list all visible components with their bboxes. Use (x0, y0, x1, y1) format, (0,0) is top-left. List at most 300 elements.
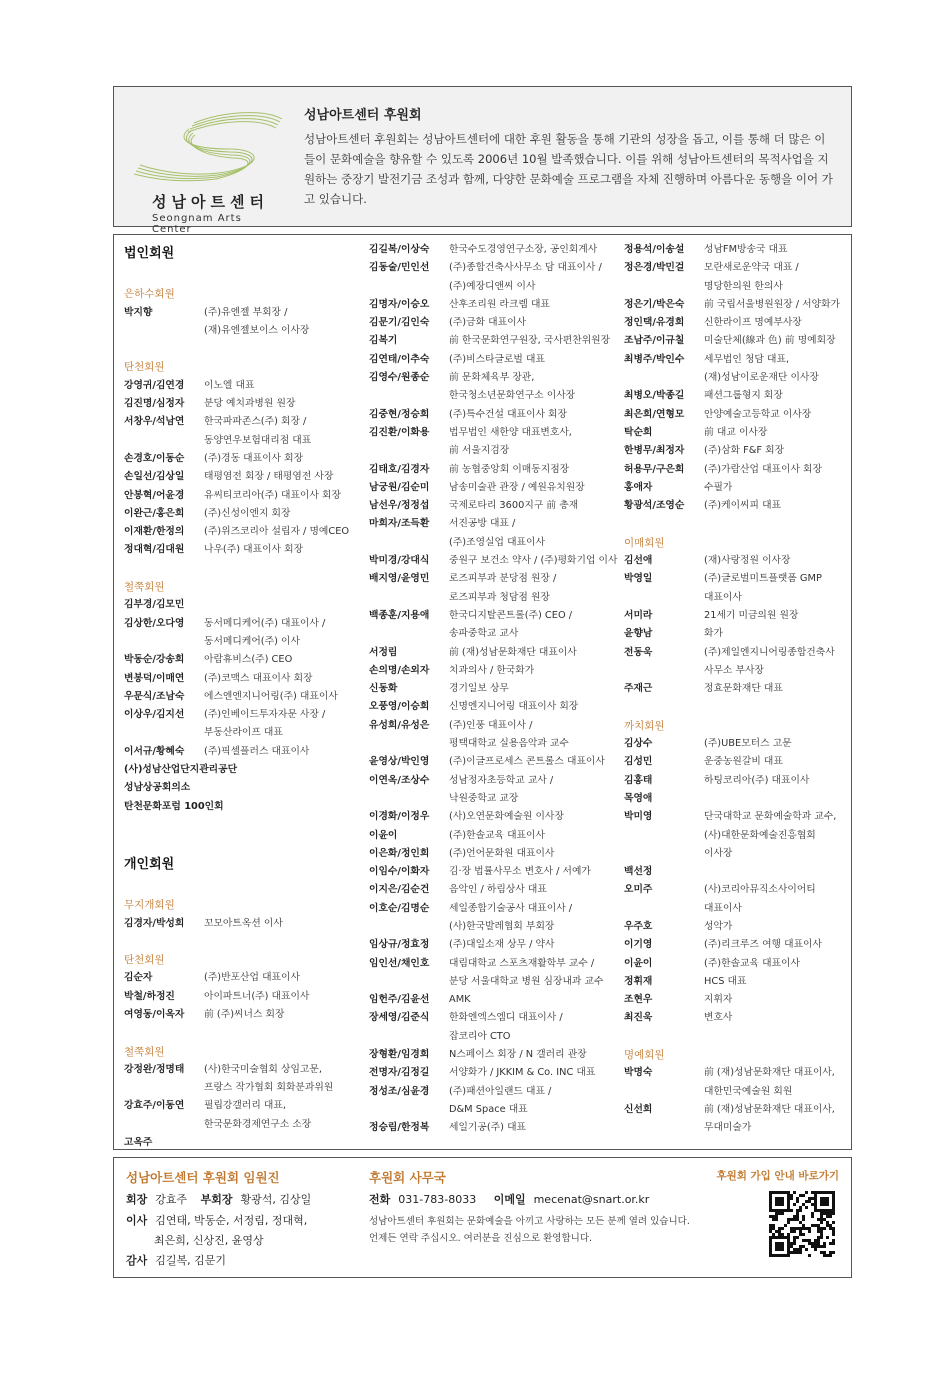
member-title: (주)언어문화원 대표이사 (449, 847, 555, 859)
member-row (124, 633, 369, 651)
member-row (369, 625, 627, 643)
member-name: 손일선/김상일 (124, 471, 185, 483)
member-title: 경기일보 상무 (449, 683, 509, 695)
member-title: (주)UBE모터스 고문 (704, 738, 792, 750)
member-row (369, 698, 627, 716)
member-title: 신명엔지니어링 대표이사 회장 (449, 701, 579, 713)
member-row (624, 644, 849, 662)
member-name: 이은화/정인희 (369, 847, 430, 859)
member-row (369, 259, 627, 277)
member-name: 마희자/조득환 (369, 518, 430, 530)
officer-value: 김연태, 박동순, 서정림, 정대혁, (155, 1214, 308, 1227)
member-name: 김명자/이승오 (369, 298, 430, 310)
member-title: 음악인 / 하림상사 대표 (449, 884, 547, 896)
member-title: (주)예장디앤씨 이사 (449, 280, 536, 292)
member-title: 지휘자 (704, 994, 733, 1006)
member-name (369, 973, 449, 991)
member-row (369, 1028, 627, 1046)
member-name: 김진환/이화용 (369, 426, 430, 438)
member-name: 최병오/박종길 (624, 390, 685, 402)
member-name: 박명숙 (624, 1067, 653, 1079)
member-title: (사)오연문화예술원 이사장 (449, 811, 564, 823)
member-name: 서창우/석남연 (124, 416, 185, 428)
member-title: (주)코맥스 대표이사 회장 (204, 672, 313, 684)
member-tier-heading: 명예회원 (624, 1049, 665, 1062)
member-row (624, 241, 849, 259)
member-row (124, 304, 369, 322)
member-title: AMK (449, 994, 471, 1006)
member-row (124, 395, 369, 413)
member-name (369, 1028, 449, 1046)
member-title: (주)종합건축사사무소 담 대표이사 / (449, 262, 602, 274)
member-tier-heading: 철쭉회원 (124, 581, 165, 594)
member-row (369, 918, 627, 936)
member-row (624, 424, 849, 442)
intro-title: 성남아트센터 후원회 (304, 108, 422, 123)
member-title: N스페이스 회장 / N 갤러리 관장 (449, 1049, 587, 1061)
member-title: 한국수도경영연구소장, 공인회계사 (449, 244, 598, 255)
member-title: (주)인베이드투자자문 사장 / (204, 709, 326, 721)
member-title: 잡코리아 CTO (449, 1030, 511, 1042)
member-title: 한화엔엑스엠디 대표이사 / (449, 1012, 563, 1024)
member-name: 오미주 (624, 884, 653, 896)
member-name: 백종훈/지용애 (369, 609, 430, 621)
member-name: 강효주/이동연 (124, 1100, 185, 1112)
member-name: 이서규/황혜숙 (124, 745, 185, 757)
phone-number[interactable]: 031-783-8033 (398, 1193, 477, 1206)
spacer (124, 267, 369, 285)
spacer (624, 515, 849, 533)
member-name: 박영일 (624, 573, 653, 585)
member-title: 모란새로운약국 대표 / (704, 262, 799, 274)
member-row (624, 442, 849, 460)
member-row (369, 955, 627, 973)
member-title: 한국디지탈콘트롤(주) CEO / (449, 609, 573, 621)
member-name (369, 387, 449, 405)
member-title: 평택대학교 실용음악과 교수 (449, 738, 569, 750)
member-title: 아이파트너(주) 대표이사 (204, 990, 310, 1002)
officer-value: 황광석, 김상일 (240, 1193, 312, 1206)
member-title: (주)한솔교육 대표이사 (449, 829, 545, 841)
member-title: 성남정자초등학교 교사 / (449, 774, 554, 786)
email-label: 이메일 (493, 1193, 526, 1206)
member-title: 김·장 법률사무소 변호사 / 서예가 (449, 866, 591, 878)
member-row (369, 314, 627, 332)
member-title: HCS 대표 (704, 975, 747, 987)
member-title: 변호사 (704, 1012, 733, 1024)
member-title: (주)금화 대표이사 (449, 317, 527, 329)
member-name: 배지영/윤영민 (369, 573, 430, 585)
member-tier-heading: 철쭉회원 (124, 1045, 165, 1058)
member-title: 안양예술고등학교 이사장 (704, 408, 812, 420)
member-title: 세일기공(주) 대표 (449, 1122, 527, 1134)
member-title: (주)가람산업 대표이사 회장 (704, 463, 822, 475)
member-title: 前 (재)성남문화재단 대표이사 (449, 646, 577, 658)
member-name (624, 369, 704, 387)
member-row (624, 772, 849, 790)
join-guide-link[interactable]: 후원회 가입 안내 바로가기 (716, 1170, 839, 1182)
member-name: 오풍영/이승희 (369, 701, 430, 713)
member-name: 최병주/박인수 (624, 353, 685, 365)
member-name (624, 900, 704, 918)
member-row (124, 969, 369, 987)
spacer (124, 816, 369, 852)
member-title: (주)삼화 F&F 회장 (704, 445, 785, 457)
member-row (124, 670, 369, 688)
member-name: 박미경/강대식 (369, 555, 430, 567)
member-title: 前 문화체육부 장관, (449, 372, 535, 384)
member-name: 성남상공회의소 (124, 782, 191, 794)
office-title: 후원회 사무국 (369, 1170, 446, 1185)
member-title: (주)제일엔지니어링종합건축사 (704, 646, 835, 658)
member-title: 신한라이프 명예부사장 (704, 317, 802, 329)
member-title: (재)사랑정원 이사장 (704, 555, 791, 567)
officer-value: 강효주 (155, 1193, 188, 1206)
member-row (124, 505, 369, 523)
member-name (624, 1083, 704, 1101)
member-title: (재)유엔젤보이스 이사장 (204, 324, 310, 336)
member-column-1 (124, 241, 369, 1152)
member-name: (사)성남산업단지관리공단 (124, 764, 238, 776)
member-name: 최은희/연형모 (624, 408, 685, 420)
officer-value: 최은희, 신상진, 윤영상 (154, 1234, 264, 1247)
member-row (624, 827, 849, 845)
member-row (369, 241, 627, 259)
member-row (624, 625, 849, 643)
member-name: 신선희 (624, 1103, 653, 1115)
member-name: 전동욱 (624, 646, 653, 658)
member-row (369, 479, 627, 497)
member-row (624, 918, 849, 936)
intro-description: 성남아트센터 후원회는 성남아트센터에 대한 후원 활동을 통해 기관의 성장을 돕고, 이를 통해 더 많은 이들이 문화예술을 향유할 수 있도록 2006년 10월 발족했습니다. 이를 위해 성남아트센터의 목적사업을 지원하는 중장기 발전기금 조성과 함께, 다양한 문화예술 프로그램을 자체 진행하며 아름다운 동행을 이어 가고 있습니다. (304, 132, 833, 206)
member-name: 김중현/정승희 (369, 408, 430, 420)
member-row (624, 296, 849, 314)
member-name (124, 322, 204, 340)
member-name: 이윤이 (624, 957, 653, 969)
member-row (369, 644, 627, 662)
member-row (124, 724, 369, 742)
member-title: D&M Space 대표 (449, 1103, 528, 1115)
member-row (369, 1009, 627, 1027)
logo-english-text: Seongnam Arts Center (152, 213, 242, 235)
spacer (624, 698, 849, 716)
member-row (124, 1116, 369, 1134)
member-name: 남궁원/김순미 (369, 481, 430, 493)
member-row (624, 1064, 849, 1082)
member-row (369, 278, 627, 296)
member-name (369, 589, 449, 607)
member-row (624, 955, 849, 973)
member-title (704, 790, 849, 808)
officer-line-directors-cont (154, 1231, 264, 1251)
member-name: 전명자/김정길 (369, 1067, 430, 1079)
member-row (369, 900, 627, 918)
member-title: 성남FM방송국 대표 (704, 244, 788, 255)
member-row (369, 808, 627, 826)
member-title: 미술단체(線과 色) 前 명예회장 (704, 335, 836, 347)
member-name: 최진욱 (624, 1012, 653, 1024)
member-title: 정효문화재단 대표 (704, 683, 783, 695)
member-name (124, 1116, 204, 1134)
member-row (124, 615, 369, 633)
member-row (624, 936, 849, 954)
spacer (624, 1028, 849, 1046)
member-name: 김문기/김인숙 (369, 317, 430, 329)
member-title: 태평염전 회장 / 태평염전 사장 (204, 471, 334, 483)
member-name: 여영동/이옥자 (124, 1008, 185, 1020)
member-title: 이사장 (704, 847, 733, 859)
member-title: 분당 서울대학교 병원 심장내과 교수 (449, 975, 604, 987)
member-title: 필립강갤러리 대표, (204, 1100, 286, 1112)
member-row (624, 259, 849, 277)
member-title: 한국문화경제연구소 소장 (204, 1118, 312, 1130)
member-title: 대표이사 (704, 902, 742, 914)
member-row (624, 369, 849, 387)
member-name: 한병무/최정자 (624, 445, 685, 457)
member-row (124, 468, 369, 486)
member-title: 법무법인 새한양 대표변호사, (449, 426, 572, 438)
spacer (124, 878, 369, 896)
member-row (369, 717, 627, 735)
member-title: (주)특수건설 대표이사 회장 (449, 408, 567, 420)
member-title: 낙원중학교 교장 (449, 792, 519, 804)
member-name: 윤향남 (624, 628, 653, 640)
member-row (124, 988, 369, 1006)
member-row (624, 790, 849, 808)
member-name: 정휘재 (624, 975, 653, 987)
email-address[interactable]: mecenat@snart.or.kr (533, 1193, 650, 1206)
member-name: 탄천문화포럼 100인회 (124, 800, 224, 812)
member-row (624, 406, 849, 424)
member-name: 안봉혁/어윤경 (124, 489, 185, 501)
member-title: 세일종합기술공사 대표이사 / (449, 902, 573, 914)
member-title: (주)경동 대표이사 회장 (204, 452, 304, 464)
member-row (369, 589, 627, 607)
member-row (369, 973, 627, 991)
member-row (624, 387, 849, 405)
member-name: 박지향 (124, 306, 153, 318)
member-name: 황광석/조영순 (624, 500, 685, 512)
member-title: 이노엘 대표 (204, 379, 255, 391)
member-row (124, 1079, 369, 1097)
member-title: (사)대한문화예술진흥협회 (704, 829, 816, 841)
member-row (369, 406, 627, 424)
qr-code-icon[interactable] (769, 1191, 835, 1257)
member-row (369, 863, 627, 881)
member-row (624, 1009, 849, 1027)
member-name (369, 1101, 449, 1119)
member-row (124, 743, 369, 761)
member-row (369, 534, 627, 552)
officer-line-auditor (126, 1251, 226, 1271)
member-title: 서진공방 대표 / (449, 518, 516, 530)
member-title: 유씨티코리아(주) 대표이사 회장 (204, 489, 341, 501)
member-row (369, 461, 627, 479)
member-title: (주)조영실업 대표이사 (449, 536, 545, 548)
member-name: 조남주/이규칠 (624, 335, 685, 347)
office-note-2: 언제든 연락 주십시오. 여러분을 진심으로 환영합니다. (369, 1233, 593, 1244)
member-title: 무대미술가 (704, 1122, 752, 1134)
officers-title: 성남아트센터 후원회 임원진 (126, 1170, 280, 1185)
member-name: 정은기/박은숙 (624, 298, 685, 310)
member-name: 허용무/구은희 (624, 463, 685, 475)
member-title: 산후조리원 라크렘 대표 (449, 298, 550, 310)
member-row (624, 552, 849, 570)
member-title: 부동산라이프 대표 (204, 727, 283, 739)
member-row (624, 461, 849, 479)
member-title: 중원구 보건소 약사 / (주)평화기업 이사 (449, 555, 618, 567)
member-row (624, 278, 849, 296)
member-name (369, 534, 449, 552)
member-name: 박철/하정진 (124, 990, 175, 1002)
member-name (624, 589, 704, 607)
officer-label: 회장 (126, 1193, 148, 1206)
member-tier-heading: 이매회원 (624, 536, 665, 549)
member-name: 이상우/김지선 (124, 709, 185, 721)
member-row (624, 351, 849, 369)
member-title: 동서메디케어(주) 대표이사 / (204, 617, 326, 629)
member-title: 하팅코리아(주) 대표이사 (704, 774, 810, 786)
member-name (369, 442, 449, 460)
member-name: 강영귀/김연경 (124, 379, 185, 391)
member-name (369, 625, 449, 643)
member-row (369, 1119, 627, 1137)
member-row (624, 662, 849, 680)
member-title: (주)위즈코리아 설립자 / 명예CEO (204, 526, 350, 538)
member-row (369, 772, 627, 790)
ribbon-logo-icon (134, 101, 284, 191)
member-name: 김복기 (369, 335, 398, 347)
member-name: 손경호/이동순 (124, 452, 185, 464)
officer-line-president (126, 1190, 311, 1210)
member-title: 前 한국문화연구원장, 국사편찬위원장 (449, 335, 611, 347)
officer-label: 감사 (126, 1254, 148, 1267)
member-row (624, 1119, 849, 1137)
member-name: 유성희/유성은 (369, 719, 430, 731)
member-row (369, 387, 627, 405)
member-name: 김성민 (624, 756, 653, 768)
footer-box (113, 1157, 852, 1278)
member-name: 임인선/채인호 (369, 957, 430, 969)
member-name: 서미라 (624, 609, 653, 621)
intro-box (113, 86, 852, 235)
member-column-2 (369, 241, 627, 1138)
member-row (369, 1046, 627, 1064)
member-row (369, 1064, 627, 1082)
member-row (124, 1097, 369, 1115)
spacer (124, 933, 369, 951)
member-row (369, 570, 627, 588)
member-name: 김상수 (624, 738, 653, 750)
member-title: 송파중학교 교사 (449, 628, 519, 640)
member-row (624, 900, 849, 918)
member-title (704, 863, 849, 881)
member-row (369, 735, 627, 753)
member-row (124, 596, 369, 614)
member-title: 前 농협중앙회 이매동지점장 (449, 463, 570, 475)
member-title: (주)반포산업 대표이사 (204, 972, 300, 984)
member-row (624, 607, 849, 625)
member-name: 정인택/유경희 (624, 317, 685, 329)
member-title: 성악가 (704, 920, 733, 932)
member-title: (주)이글프로세스 콘트롤스 대표이사 (449, 756, 605, 768)
member-name: 이연옥/조상수 (369, 774, 430, 786)
member-row (369, 991, 627, 1009)
member-title: 동양연우보험대리점 대표 (204, 434, 312, 446)
member-name (124, 724, 204, 742)
member-row (369, 442, 627, 460)
member-name: 정용석/이송설 (624, 244, 685, 255)
member-title: (재)성남이로운재단 이사장 (704, 372, 819, 384)
seongnam-arts-center-logo (134, 101, 284, 235)
member-row (624, 753, 849, 771)
office-contact (369, 1190, 649, 1210)
member-title: 패션그룹형지 회장 (704, 390, 783, 402)
phone-label: 전화 (369, 1193, 391, 1206)
member-row (124, 706, 369, 724)
member-title: 사무소 부사장 (704, 664, 764, 676)
member-name: 이호순/김명순 (369, 902, 430, 914)
member-row (624, 881, 849, 899)
member-row (369, 790, 627, 808)
member-tier-heading: 탄천회원 (124, 954, 165, 967)
member-row (624, 680, 849, 698)
member-name: 이완근/홍은희 (124, 507, 185, 519)
member-title: (사)한국미술협회 상임고문, (204, 1063, 322, 1075)
member-title (204, 779, 369, 797)
member-row (369, 497, 627, 515)
member-row (124, 688, 369, 706)
member-name: 목영애 (624, 792, 653, 804)
member-row (124, 523, 369, 541)
member-name: 김선애 (624, 555, 653, 567)
member-row (624, 570, 849, 588)
member-tier-heading: 까치회원 (624, 719, 665, 732)
member-row (624, 845, 849, 863)
member-title: 단국대학교 문화예술학과 교수, (704, 811, 837, 823)
member-title: (주)유엔젤 부회장 / (204, 306, 288, 318)
member-row (369, 1101, 627, 1119)
member-row (624, 1083, 849, 1101)
member-name: 정성조/심윤경 (369, 1085, 430, 1097)
member-column-3 (624, 241, 849, 1138)
member-title: 꼬모아트옥션 이사 (204, 917, 283, 929)
member-row (624, 589, 849, 607)
member-row (624, 735, 849, 753)
member-name: 김연태/이추숙 (369, 353, 430, 365)
member-row (624, 1101, 849, 1119)
spacer (124, 560, 369, 578)
spacer (124, 340, 369, 358)
member-name: 정대혁/김대원 (124, 544, 185, 556)
member-title: 前 (주)씨너스 회장 (204, 1008, 285, 1020)
member-title: (주)대일소재 상무 / 약사 (449, 939, 555, 951)
member-row (124, 779, 369, 797)
member-name: 임상규/정효정 (369, 939, 430, 951)
member-row (124, 487, 369, 505)
member-row (124, 322, 369, 340)
office-note-1: 성남아트센터 후원회는 문화예술을 아끼고 사랑하는 모든 분께 열려 있습니다. (369, 1216, 690, 1227)
member-name: 김진명/심정자 (124, 398, 185, 410)
member-name: 우문식/조남숙 (124, 690, 185, 702)
member-row (369, 369, 627, 387)
member-row (124, 798, 369, 816)
member-name: 김순자 (124, 972, 153, 984)
member-title: (사)코리아뮤직소사이어티 (704, 884, 816, 896)
member-row (624, 973, 849, 991)
member-title: 수필가 (704, 481, 733, 493)
member-name: 김영수/원종순 (369, 372, 430, 384)
